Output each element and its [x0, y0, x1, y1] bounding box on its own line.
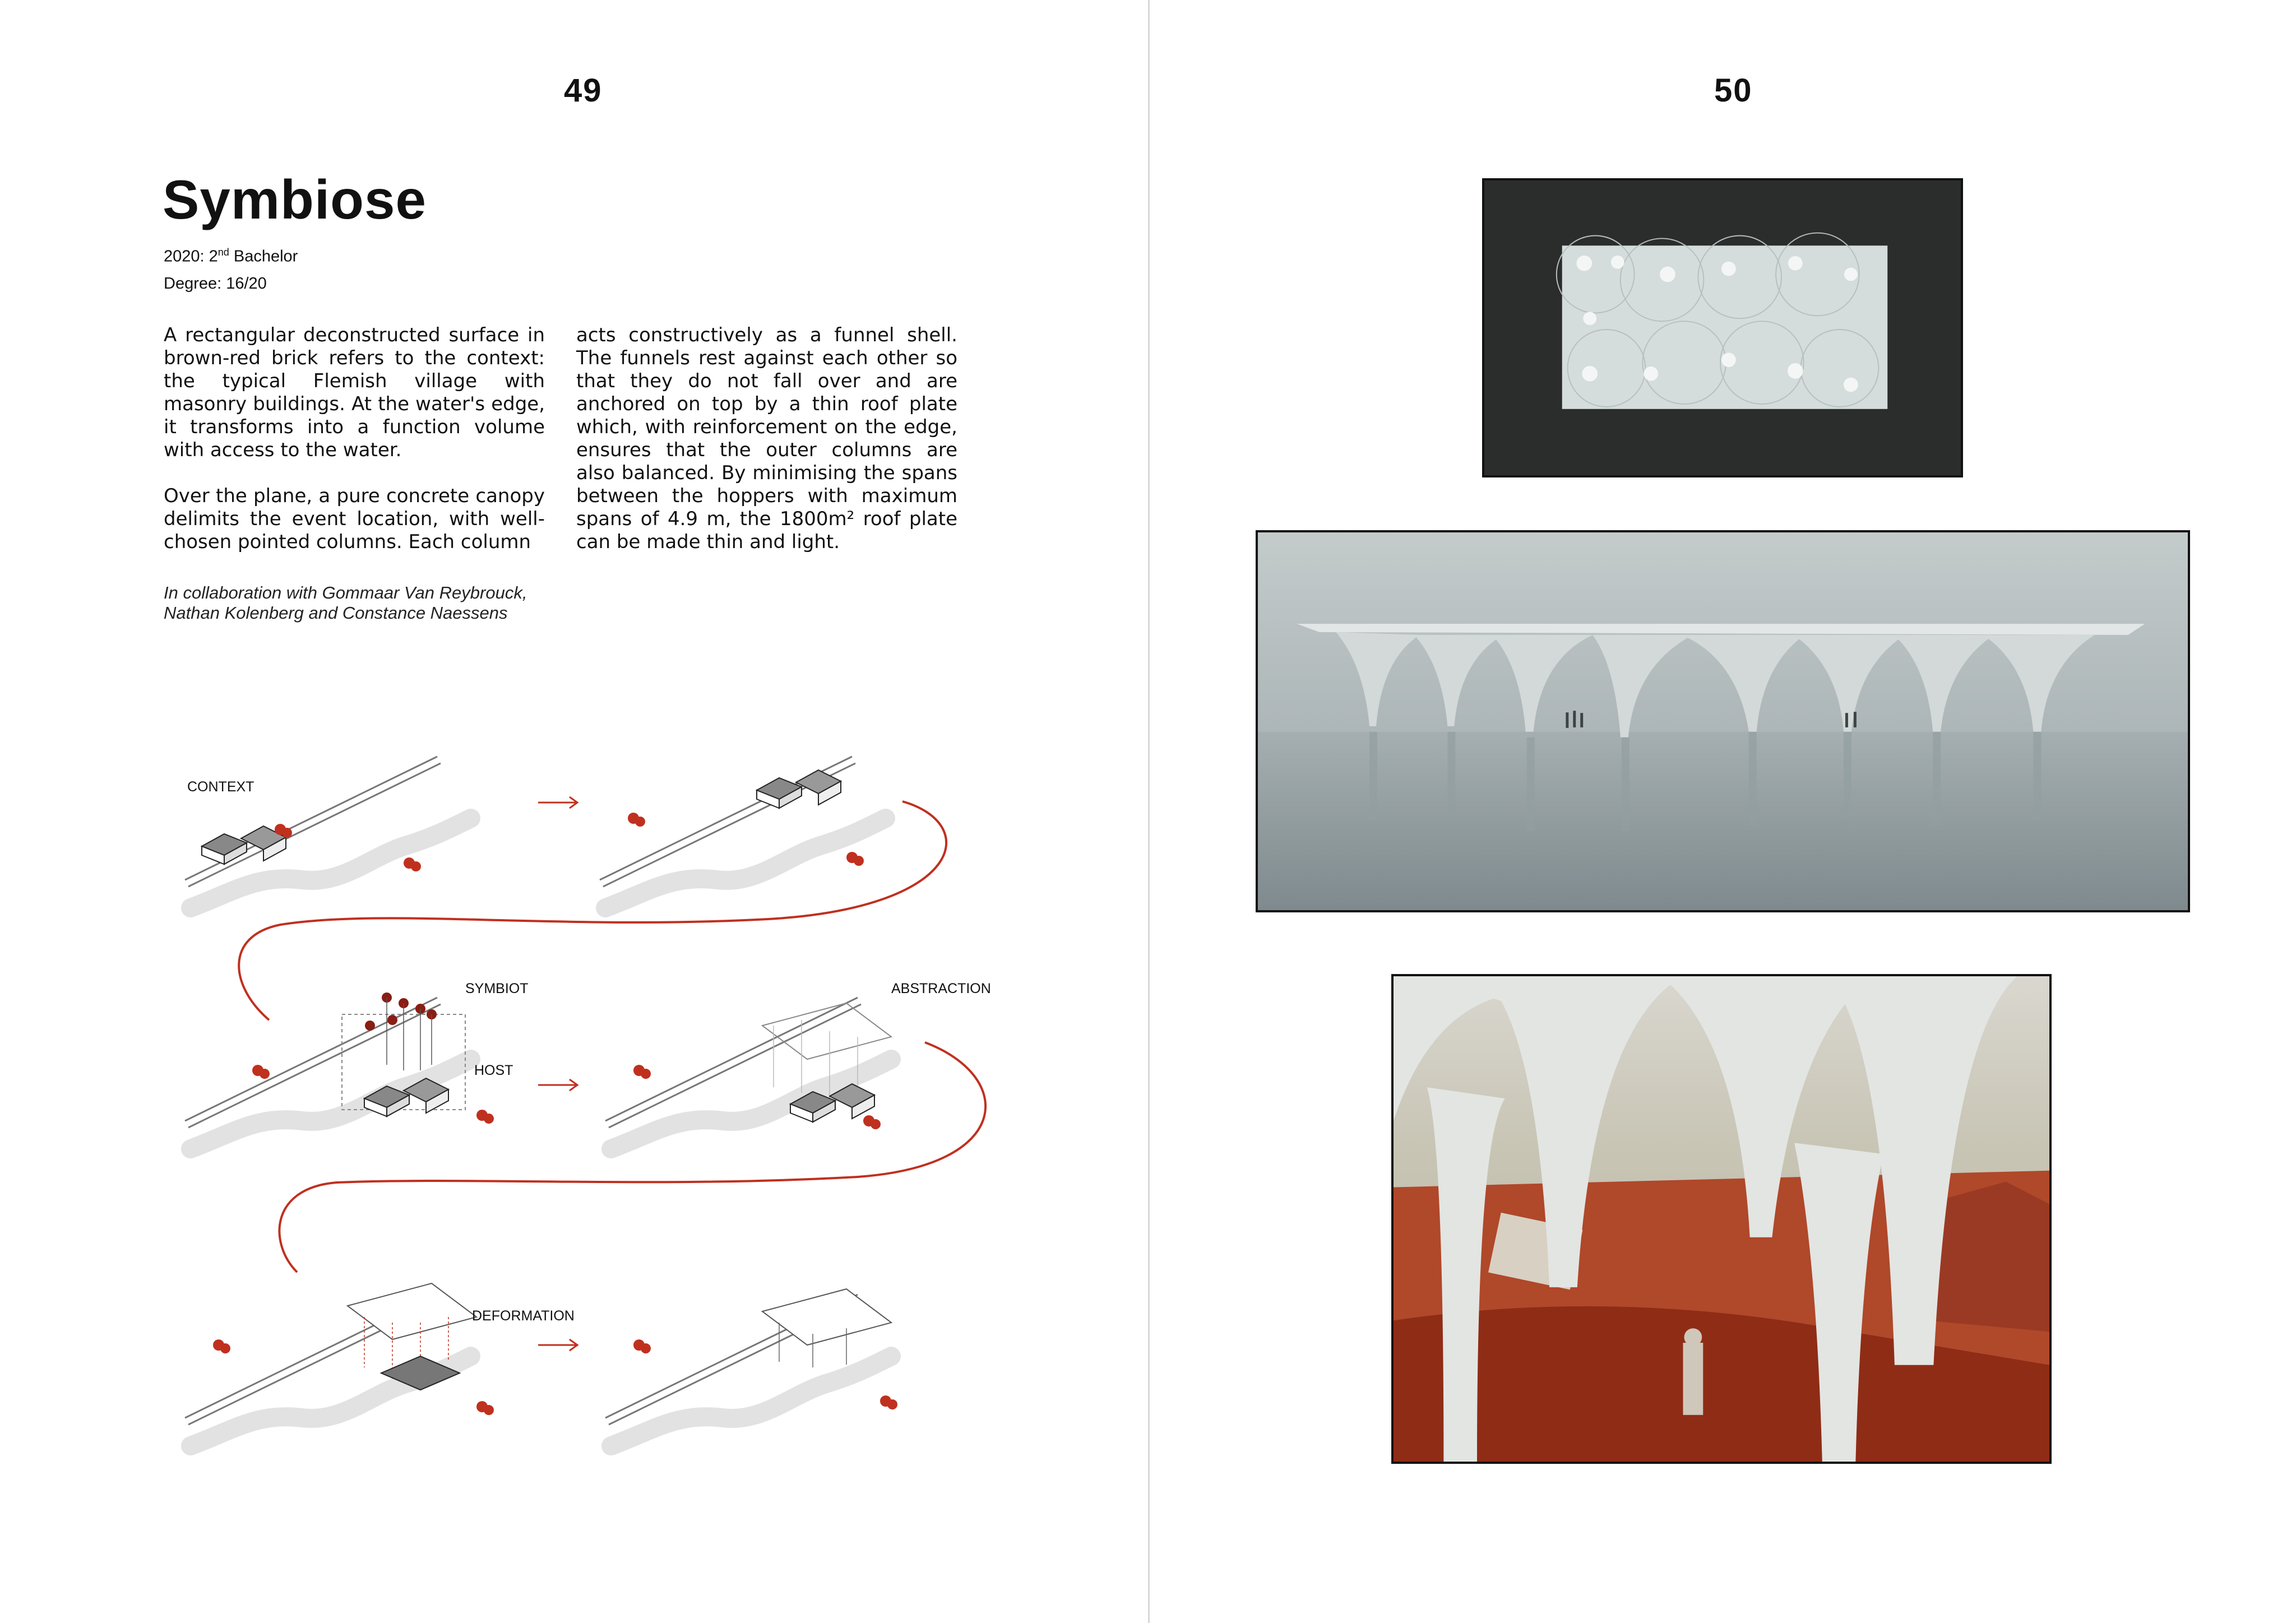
- book-spine: [1148, 0, 1150, 1623]
- label-symbiot: SYMBIOT: [465, 981, 529, 996]
- model-photo-closeup: [1391, 974, 2052, 1464]
- model-photo-top-view: [1482, 178, 1963, 477]
- deformation-step: [185, 1283, 494, 1446]
- collaboration-credit: [164, 583, 556, 623]
- context-step-2: [600, 757, 886, 908]
- process-diagram: [163, 740, 1015, 1480]
- paragraph: A rectangular deconstructed surface in brown-red brick refers to the context: the typical Flemish village with masonry buildings. At the water's edge, it transforms into a function volume with access to the water.: [164, 324, 545, 461]
- abstraction-step: [605, 998, 891, 1149]
- collaboration-line: In collaboration with Gommaar Van Reybrouck,: [164, 583, 527, 602]
- description-column-2: [576, 324, 957, 577]
- paragraph: Over the plane, a pure concrete canopy delimits the event location, with well-chosen pointed columns. Each column: [164, 485, 545, 553]
- project-title: Symbiose: [163, 169, 427, 230]
- label-context: CONTEXT: [187, 779, 254, 795]
- description-column-1: [164, 324, 545, 577]
- collaboration-line: Nathan Kolenberg and Constance Naessens: [164, 603, 508, 623]
- arrow-right: [538, 1079, 577, 1091]
- project-degree: Degree: 16/20: [164, 275, 267, 293]
- arrow-right: [538, 797, 577, 808]
- label-deformation: DEFORMATION: [472, 1308, 575, 1324]
- label-host: HOST: [474, 1063, 513, 1078]
- paragraph: acts constructively as a funnel shell. The funnels rest against each other so that they do not fall over and are anchored on top by a thin roof plate which, with reinforcement on the edge, ensures that the outer columns are also balanced. By minimising the spans between the hoppers with maximum spans of 4.9 m, the 1800m² roof plate can be made thin and light.: [576, 324, 957, 553]
- arrow-right: [538, 1339, 577, 1351]
- final-step: [605, 1289, 897, 1446]
- page-number-left: 49: [564, 72, 603, 109]
- project-year-level: 2020: 2nd Bachelor: [164, 247, 298, 266]
- model-photo-elevation: [1256, 530, 2190, 912]
- label-abstraction: ABSTRACTION: [891, 981, 991, 996]
- symbiot-host-step: [185, 993, 494, 1149]
- flow-curve-2: [279, 1042, 985, 1272]
- page-number-right: 50: [1714, 72, 1753, 109]
